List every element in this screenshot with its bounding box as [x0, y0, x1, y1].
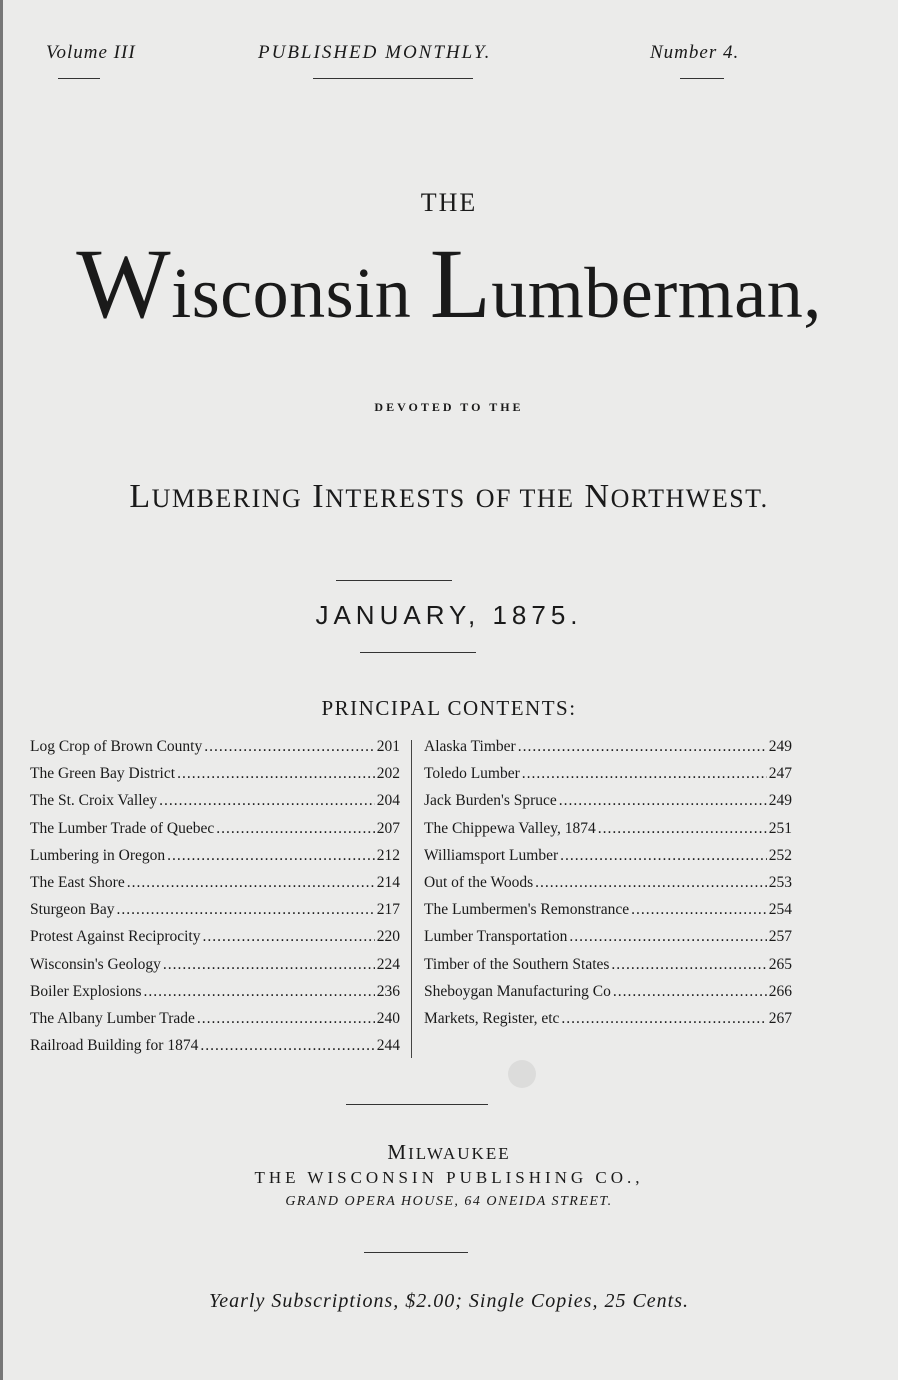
contents-leader-dots [163, 956, 375, 974]
contents-entry-page: 254 [768, 901, 792, 919]
title-article: THE [420, 188, 478, 217]
contents-entry [30, 901, 400, 928]
contents-entry-title: Sheboygan Manufacturing Co [424, 982, 611, 1000]
contents-entry-title: Jack Burden's Spruce [424, 792, 557, 810]
contents-leader-dots [216, 820, 375, 838]
contents-entry [424, 901, 792, 928]
contents-entry-page: 204 [376, 792, 400, 810]
contents-heading: PRINCIPAL CONTENTS: [321, 696, 577, 720]
issue-number-label: Number 4. [650, 42, 740, 63]
contents-entry [424, 956, 792, 983]
date-rule-top [336, 580, 452, 581]
contents-entry [30, 874, 400, 901]
contents-entry-title: The St. Croix Valley [30, 792, 158, 810]
contents-entry-title: Railroad Building for 1874 [30, 1037, 199, 1055]
contents-entry-title: Sturgeon Bay [30, 901, 115, 919]
header-rule-right [680, 78, 724, 79]
contents-entry-page: 267 [768, 1009, 792, 1027]
contents-entry-title: The Green Bay District [30, 765, 176, 783]
subtitle-word-of-the: OF THE [475, 484, 575, 513]
contents-leader-dots [204, 738, 375, 756]
subtitle-initial-i: I [312, 478, 326, 515]
subscription-line: Yearly Subscriptions, $2.00; Single Copies, 25 Cents. [208, 1290, 690, 1312]
contents-entry-page: 249 [768, 738, 792, 755]
subtitle-initial-n: N [584, 478, 611, 515]
contents-entry-title: The Lumber Trade of Quebec [30, 819, 215, 837]
contents-entry-page: 202 [376, 765, 400, 783]
contents-entry [424, 1010, 792, 1037]
subscription-rule [364, 1252, 468, 1253]
contents-leader-dots [598, 820, 767, 838]
contents-leader-dots [167, 847, 375, 865]
contents-entry-page: 252 [768, 846, 792, 864]
contents-entry [30, 738, 400, 765]
contents-entry-page: 266 [768, 982, 792, 1000]
contents-entry-page: 247 [768, 765, 792, 783]
contents-entry-title: Protest Against Reciprocity [30, 928, 201, 946]
header-line [0, 42, 898, 72]
imprint-publisher: THE WISCONSIN PUBLISHING CO., [254, 1168, 644, 1187]
contents-leader-dots [631, 901, 767, 919]
contents-leader-dots [177, 765, 375, 783]
header-rule-center [313, 78, 473, 79]
subtitle-word-lumbering: UMBERING [151, 484, 303, 513]
contents-entry [30, 956, 400, 983]
contents-entry-page: 240 [376, 1009, 400, 1027]
imprint-city-initial: M [387, 1140, 409, 1164]
contents-entry-title: Lumbering in Oregon [30, 846, 166, 864]
contents-entry-page: 220 [376, 928, 400, 946]
masthead-initial-w: W [76, 228, 172, 339]
contents-entry-page: 249 [768, 792, 792, 810]
contents-entry-page: 257 [768, 928, 792, 946]
contents-entry [30, 847, 400, 874]
contents-entry-page: 251 [768, 819, 792, 837]
contents-leader-dots [522, 765, 767, 783]
contents-entry-page: 236 [376, 982, 400, 1000]
devoted-line: DEVOTED TO THE [374, 400, 524, 414]
contents-entry-page: 265 [768, 955, 792, 973]
contents-leader-dots [611, 956, 766, 974]
contents-leader-dots [559, 792, 767, 810]
volume-label: Volume III [46, 42, 136, 63]
contents-entry-title: The Lumbermen's Remonstrance [424, 901, 630, 919]
contents-entry-title: Markets, Register, etc [424, 1009, 560, 1027]
contents-entry-page: 207 [376, 819, 400, 837]
frequency-label: PUBLISHED MONTHLY. [258, 42, 492, 63]
contents-entry-title: Out of the Woods [424, 873, 534, 891]
contents-leader-dots [518, 738, 767, 756]
contents-entry-page: 201 [376, 738, 400, 755]
masthead-initial-l: L [429, 228, 492, 339]
contents-entry-title: Log Crop of Brown County [30, 738, 203, 755]
contents-entry-page: 214 [376, 873, 400, 891]
subtitle-initial-l: L [129, 478, 152, 515]
imprint-address: GRAND OPERA HOUSE, 64 ONEIDA STREET. [285, 1194, 613, 1209]
contents-leader-dots [561, 1010, 766, 1028]
contents-entry [30, 1037, 400, 1064]
contents-entry-title: Lumber Transportation [424, 928, 568, 946]
contents-entry-title: Toledo Lumber [424, 765, 520, 783]
contents-entry-page: 244 [376, 1037, 400, 1055]
contents-entry [424, 738, 792, 765]
contents-entry [30, 765, 400, 792]
contents-leader-dots [202, 928, 374, 946]
contents-entry [424, 820, 792, 847]
imprint-rule [346, 1104, 488, 1105]
masthead-word-1: isconsin [171, 253, 412, 333]
contents-leader-dots [613, 983, 767, 1001]
contents-entry-page: 224 [376, 955, 400, 973]
contents-leader-dots [117, 901, 375, 919]
contents-entry-title: Timber of the Southern States [424, 955, 610, 973]
contents-entry [30, 792, 400, 819]
contents-entry-page: 217 [376, 901, 400, 919]
header-rule-left [58, 78, 100, 79]
contents-list-left [30, 738, 400, 1064]
contents-entry-title: Wisconsin's Geology [30, 955, 161, 973]
subtitle-word-northwest: ORTHWEST. [610, 484, 769, 513]
subtitle-word-interests: NTERESTS [325, 484, 466, 513]
contents-entry [424, 765, 792, 792]
imprint-city [0, 1140, 898, 1165]
contents-entry [424, 983, 792, 1010]
contents-divider [411, 740, 412, 1058]
imprint-city-rest: ILWAUKEE [408, 1144, 511, 1163]
contents-leader-dots [535, 874, 767, 892]
contents-leader-dots [197, 1010, 375, 1028]
contents-entry [424, 874, 792, 901]
contents-leader-dots [144, 983, 375, 1001]
contents-leader-dots [560, 847, 767, 865]
paper-smudge [508, 1060, 536, 1088]
contents-entry [30, 928, 400, 955]
contents-entry [424, 928, 792, 955]
date-rule-bottom [360, 652, 476, 653]
contents-leader-dots [159, 792, 375, 810]
contents-entry [30, 983, 400, 1010]
contents-leader-dots [569, 928, 766, 946]
contents-entry-title: The East Shore [30, 873, 125, 891]
contents-leader-dots [127, 874, 375, 892]
contents-entry [424, 847, 792, 874]
contents-entry-title: Williamsport Lumber [424, 846, 559, 864]
contents-leader-dots [200, 1037, 374, 1055]
contents-entry-title: The Chippewa Valley, 1874 [424, 819, 596, 837]
contents-entry-page: 253 [768, 873, 792, 891]
contents-entry-title: Alaska Timber [424, 738, 516, 755]
subtitle-line [0, 478, 898, 516]
masthead-word-2: umberman, [491, 253, 822, 333]
contents-list-right [424, 738, 792, 1037]
contents-entry-page: 212 [376, 846, 400, 864]
contents-entry [30, 1010, 400, 1037]
contents-entry [30, 820, 400, 847]
contents-entry-title: Boiler Explosions [30, 982, 142, 1000]
contents-entry-title: The Albany Lumber Trade [30, 1009, 195, 1027]
masthead-title [0, 228, 898, 339]
issue-date: JANUARY, 1875. [315, 600, 583, 630]
contents-entry [424, 792, 792, 819]
